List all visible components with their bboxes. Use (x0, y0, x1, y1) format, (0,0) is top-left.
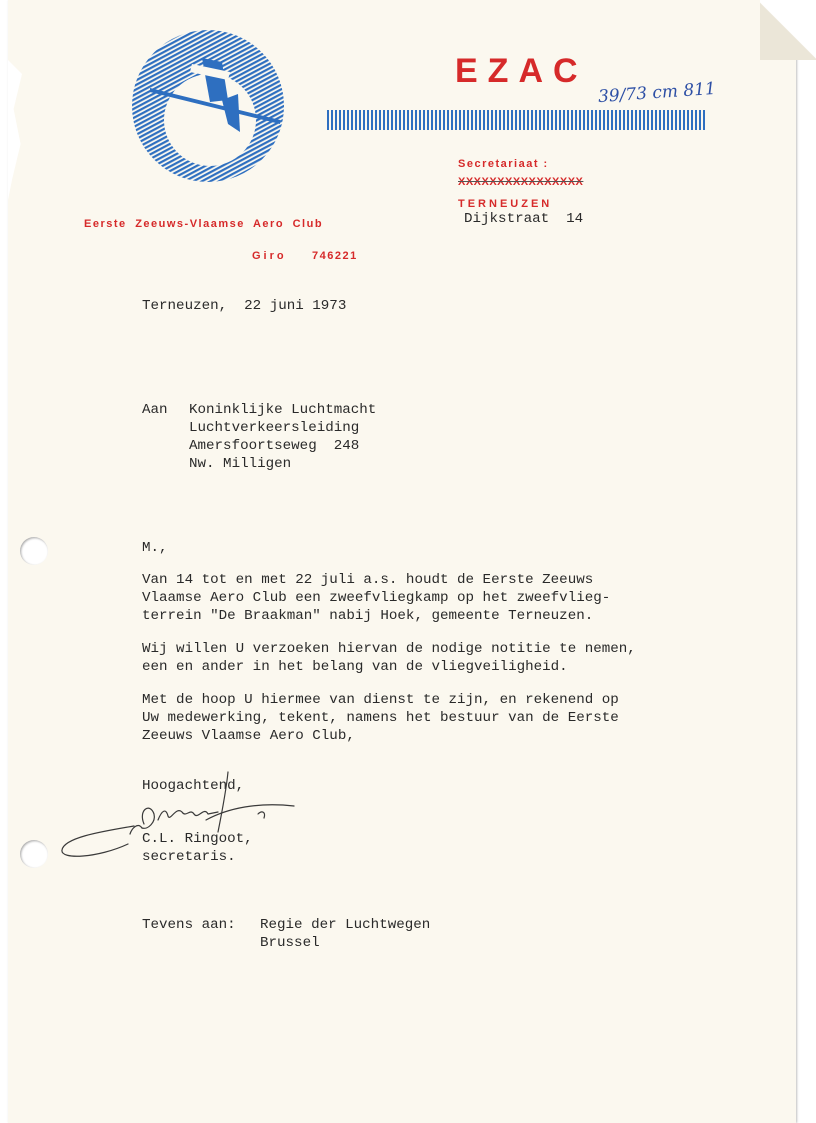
signer-name: C.L. Ringoot, (142, 831, 253, 847)
recipient-prefix: Aan (142, 402, 168, 418)
ezac-logo-icon (130, 28, 286, 184)
recipient-line-4: Nw. Milligen (189, 456, 292, 472)
punch-hole-bottom (20, 840, 48, 868)
folded-corner (760, 0, 816, 60)
brand-name: EZAC (455, 52, 588, 90)
punch-hole-top (20, 537, 48, 565)
paragraph-3: Met de hoop U hiermee van dienst te zijn, en rekenend op Uw medewerking, tekent, namens het bestuur van de Eerste Zeeuws Vlaamse Aero Club, (142, 692, 619, 744)
paragraph-2: Wij willen U verzoeken hiervan de nodige notitie te nemen, een en ander in het belang van de vliegveiligheid. (142, 641, 636, 675)
recipient-line-3: Amersfoortseweg 248 (189, 438, 360, 454)
letter-paper (8, 0, 796, 1123)
handwritten-reference: 39/73 cm 811 (597, 78, 717, 108)
recipient-line-2: Luchtverkeersleiding (189, 420, 360, 436)
club-name: Eerste Zeeuws-Vlaamse Aero Club (84, 218, 324, 230)
struck-old-address: XXXXXXXXXXXXXXXX (458, 176, 584, 188)
cc-line-2: Brussel (260, 935, 320, 951)
signer-title: secretaris. (142, 849, 236, 865)
cc-label: Tevens aan: (142, 917, 236, 933)
salutation: M., (142, 540, 168, 556)
giro-label: Giro (252, 250, 287, 262)
secretariat-address: Dijkstraat 14 (464, 211, 584, 227)
secretariat-label: Secretariaat : (458, 158, 549, 170)
place-date: Terneuzen, 22 juni 1973 (142, 298, 347, 314)
cc-line-1: Regie der Luchtwegen (260, 917, 431, 933)
secretariat-city: TERNEUZEN (458, 198, 553, 210)
recipient-line-1: Koninklijke Luchtmacht (189, 402, 377, 418)
giro-number: 746221 (312, 250, 358, 262)
letterhead-rule (327, 110, 707, 130)
closing: Hoogachtend, (142, 778, 245, 794)
paragraph-1: Van 14 tot en met 22 juli a.s. houdt de Eerste Zeeuws Vlaamse Aero Club een zweefvliegkamp op het zweefvlieg- terrein "De Braakman" nabij Hoek, gemeente Terneuzen. (142, 572, 611, 624)
